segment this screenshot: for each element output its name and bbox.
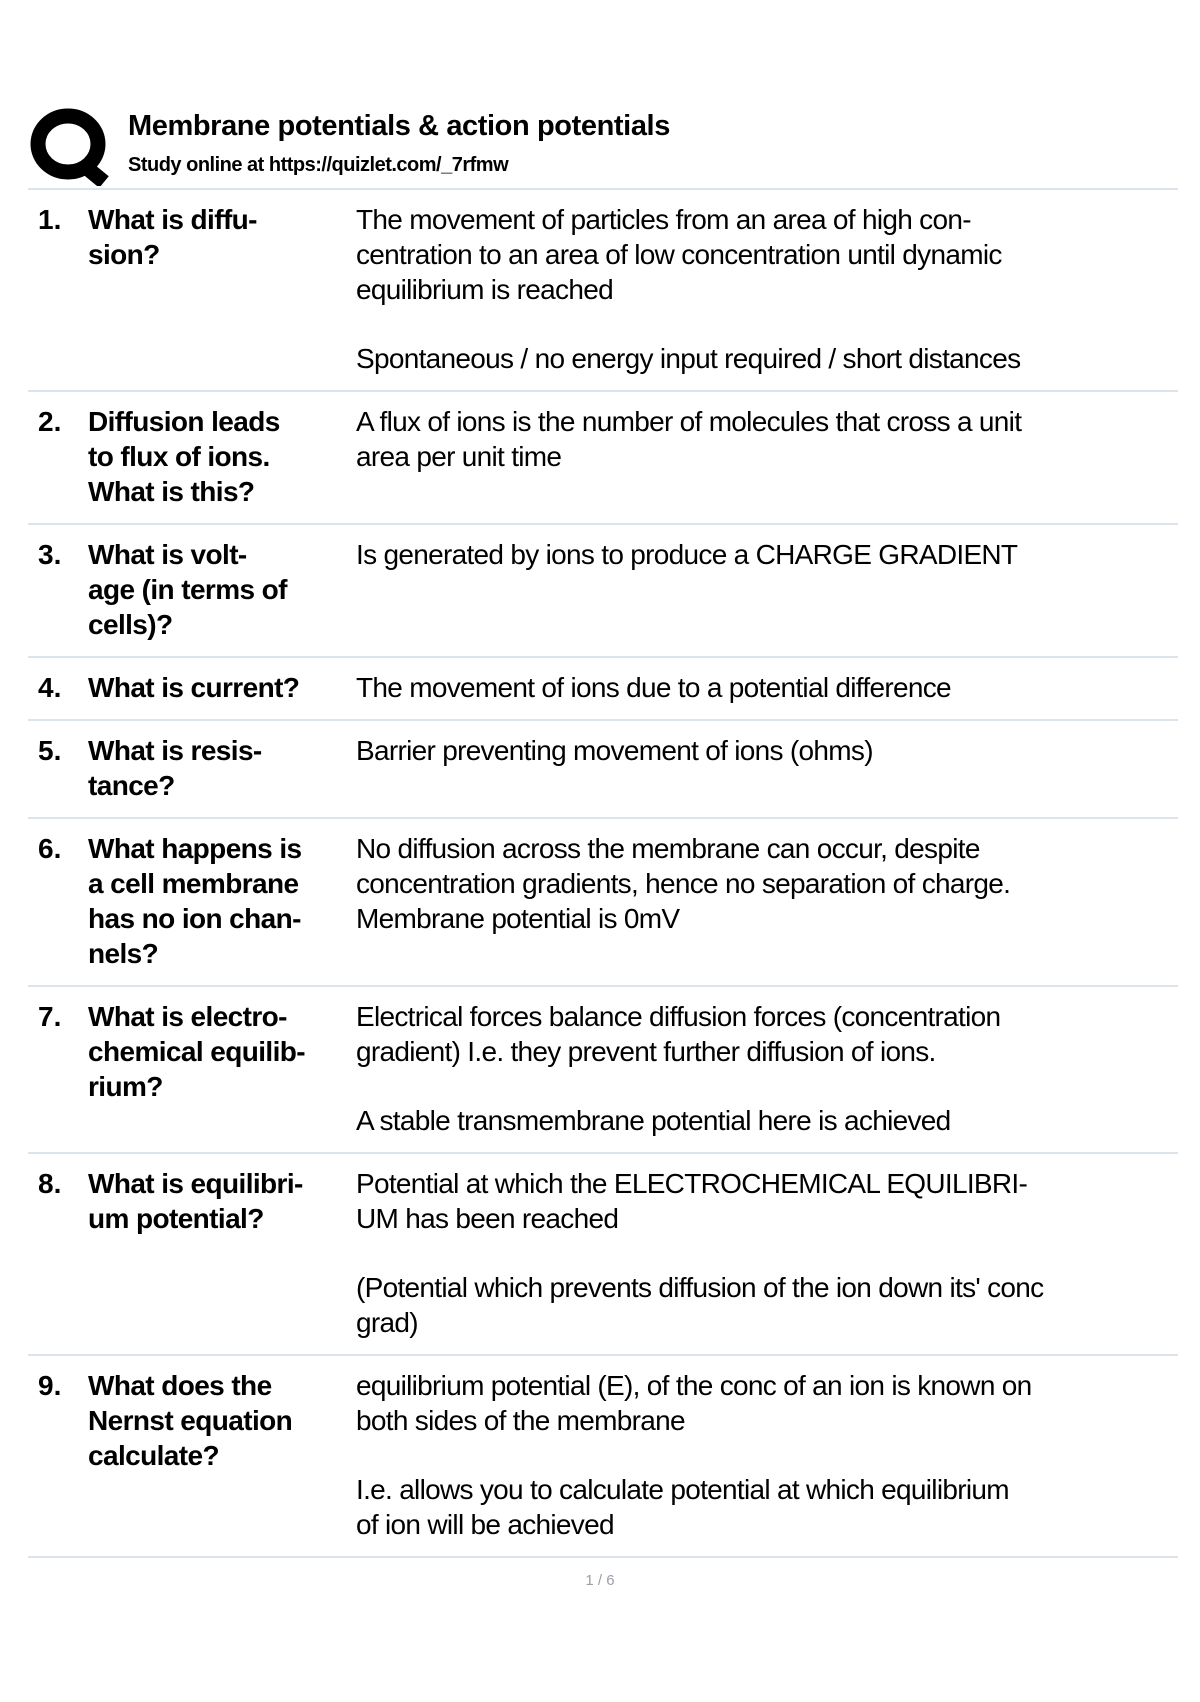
definition-paragraph: No diffusion across the membrane can occur, despite concentration gradients, hence no separation of charge. Membrane potential is 0mV xyxy=(356,833,1011,934)
definition-paragraph: I.e. allows you to calculate potential at which equilibrium of ion will be achieved xyxy=(356,1474,1009,1540)
definition-paragraph: A stable transmembrane potential here is achieved xyxy=(356,1105,951,1136)
card-number: 5. xyxy=(38,735,62,766)
document-title: Membrane potentials & action potentials xyxy=(128,110,670,142)
card-number: 7. xyxy=(38,1001,62,1032)
definition-paragraph: (Potential which prevents diffusion of the ion down its' conc grad) xyxy=(356,1272,1044,1338)
page-indicator: 1 / 6 xyxy=(585,1572,615,1589)
card-definition xyxy=(356,670,1178,705)
card-term: What is electro- chemical equilib- rium? xyxy=(88,1001,305,1102)
flashcard-row xyxy=(28,190,1178,392)
card-definition xyxy=(356,404,1178,509)
flashcard-row xyxy=(28,721,1178,819)
definition-paragraph: Spontaneous / no energy input required / short distances xyxy=(356,343,1021,374)
card-term: What happens is a cell membrane has no ion chan- nels? xyxy=(88,833,302,969)
flashcard-list xyxy=(28,188,1178,1558)
card-number: 3. xyxy=(38,539,62,570)
flashcard-row xyxy=(28,658,1178,721)
flashcard-row xyxy=(28,1356,1178,1558)
card-number: 6. xyxy=(38,833,62,864)
card-term: What is current? xyxy=(88,672,300,703)
card-definition xyxy=(356,1368,1178,1542)
definition-paragraph: A flux of ions is the number of molecules that cross a unit area per unit time xyxy=(356,406,1022,472)
card-number: 1. xyxy=(38,204,62,235)
card-number: 2. xyxy=(38,406,62,437)
card-definition xyxy=(356,202,1178,376)
definition-paragraph: equilibrium potential (E), of the conc of an ion is known on both sides of the membrane xyxy=(356,1370,1032,1436)
flashcard-row xyxy=(28,819,1178,987)
card-term: What is equilibri- um potential? xyxy=(88,1168,303,1234)
card-term: What is resis- tance? xyxy=(88,735,262,801)
flashcard-row xyxy=(28,987,1178,1154)
card-term: What is volt- age (in terms of cells)? xyxy=(88,539,287,640)
definition-paragraph: Barrier preventing movement of ions (ohms) xyxy=(356,735,873,766)
flashcard-row xyxy=(28,525,1178,658)
card-term: Diffusion leads to flux of ions. What is this? xyxy=(88,406,280,507)
card-definition xyxy=(356,999,1178,1138)
card-definition xyxy=(356,537,1178,642)
flashcard-row xyxy=(28,392,1178,525)
document-subtitle: Study online at https://quizlet.com/_7rfmw xyxy=(128,154,509,176)
quizlet-q-logo-icon xyxy=(30,106,134,186)
definition-paragraph: The movement of ions due to a potential difference xyxy=(356,672,951,703)
card-number: 8. xyxy=(38,1168,62,1199)
card-term: What does the Nernst equation calculate? xyxy=(88,1370,293,1471)
definition-paragraph: Electrical forces balance diffusion forces (concentration gradient) I.e. they prevent further diffusion of ions. xyxy=(356,1001,1001,1067)
card-definition xyxy=(356,733,1178,803)
definition-paragraph: The movement of particles from an area of high con- centration to an area of low concentration until dynamic equilibrium is reached xyxy=(356,204,1002,305)
document-header xyxy=(28,104,1178,188)
card-definition xyxy=(356,831,1178,971)
card-definition xyxy=(356,1166,1178,1340)
card-number: 4. xyxy=(38,672,62,703)
definition-paragraph: Is generated by ions to produce a CHARGE GRADIENT xyxy=(356,539,1018,570)
flashcard-row xyxy=(28,1154,1178,1356)
definition-paragraph: Potential at which the ELECTROCHEMICAL EQUILIBRI- UM has been reached xyxy=(356,1168,1028,1234)
card-term: What is diffu- sion? xyxy=(88,204,257,270)
card-number: 9. xyxy=(38,1370,62,1401)
